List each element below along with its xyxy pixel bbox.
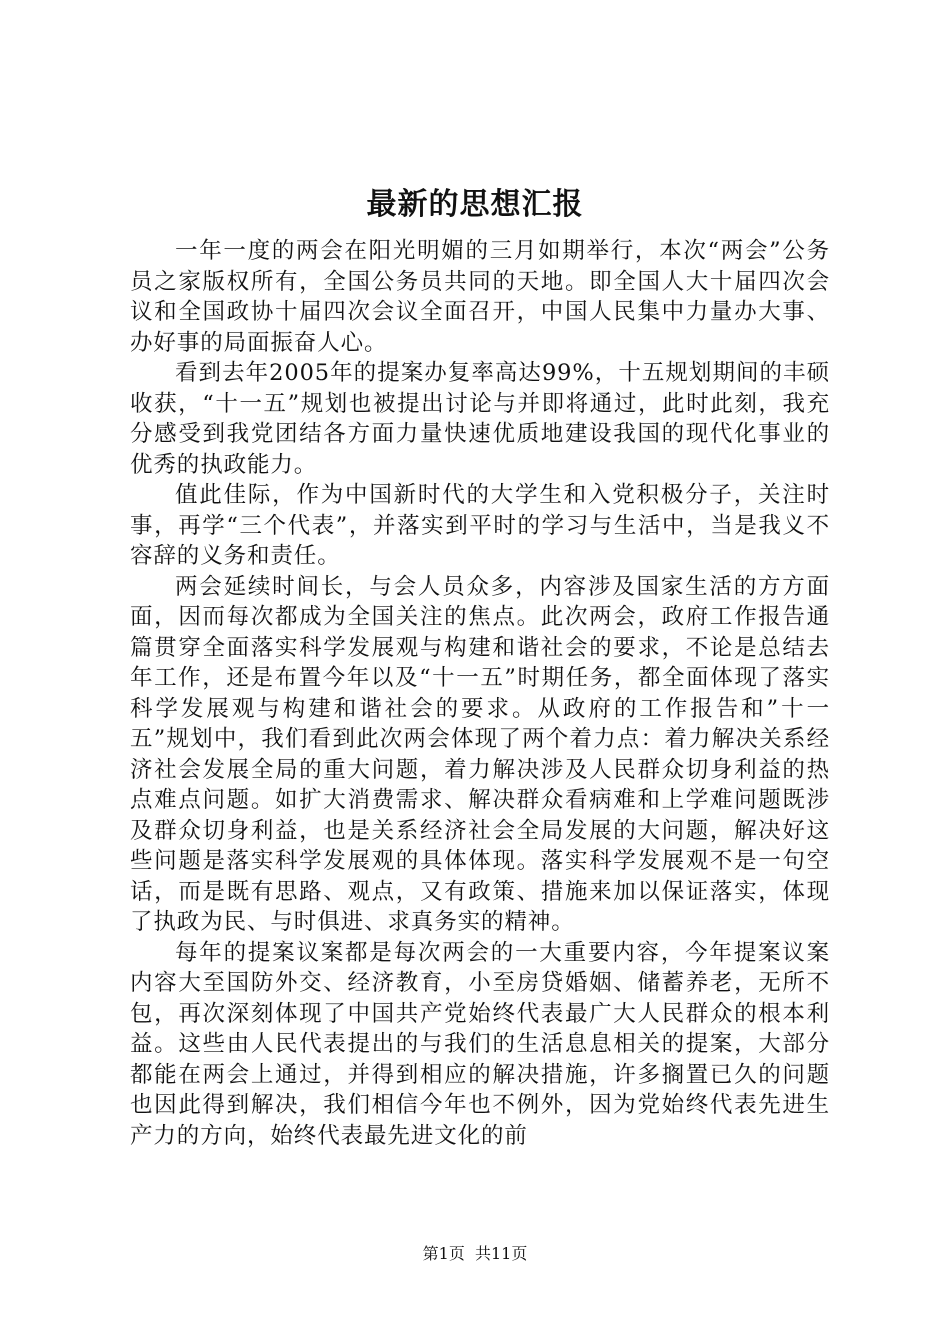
paragraph: 每年的提案议案都是每次两会的一大重要内容，今年提案议案内容大至国防外交、经济教育，小至房贷婚姻、储蓄养老，无所不包，再次深刻体现了中国共产党始终代表最广大人民群众的根本利益。这些由人民代表提出的与我们的生活息息相关的提案，大部分都能在两会上通过，并得到相应的解决措施，许多搁置已久的问题也因此得到解决，我们相信今年也不例外，因为党始终代表先进生产力的方向，始终代表最先进文化的前 [130, 939, 830, 1149]
paragraph: 两会延续时间长，与会人员众多，内容涉及国家生活的方方面面，因而每次都成为全国关注的焦点。此次两会，政府工作报告通篇贯穿全面落实科学发展观与构建和谐社会的要求，不论是总结去年工作，还是布置今年以及“十一五”时期任务，都全面体现了落实科学发展观与构建和谐社会的要求。从政府的工作报告和”十一五”规划中，我们看到此次两会体现了两个着力点：着力解决关系经济社会发展全局的重大问题，着力解决涉及人民群众切身利益的热点难点问题。如扩大消费需求、解决群众看病难和上学难问题既涉及群众切身利益，也是关系经济社会全局发展的大问题，解决好这些问题是落实科学发展观的具体体现。落实科学发展观不是一句空话，而是既有思路、观点，又有政策、措施来加以保证落实，体现了执政为民、与时俱进、求真务实的精神。 [130, 573, 830, 935]
document-title: 最新的思想汇报 [366, 187, 584, 222]
paragraph: 一年一度的两会在阳光明媚的三月如期举行，本次“两会”公务员之家版权所有，全国公务员共同的天地。即全国人大十届四次会议和全国政协十届四次会议全面召开，中国人民集中力量办大事、办好事的局面振奋人心。 [130, 238, 830, 356]
paragraph: 值此佳际，作为中国新时代的大学生和入党积极分子，关注时事，再学“三个代表”，并落实到平时的学习与生活中，当是我义不容辞的义务和责任。 [130, 482, 830, 569]
page-footer [0, 1243, 950, 1265]
document-body [130, 236, 830, 1151]
page-number-label: 第1页 共11页 [422, 1244, 528, 1263]
paragraph: 看到去年2005年的提案办复率高达99%，十五规划期间的丰硕收获，“十一五”规划也被提出讨论与并即将通过，此时此刻，我充分感受到我党团结各方面力量快速优质地建设我国的现代化事业的优秀的执政能力。 [130, 360, 830, 478]
